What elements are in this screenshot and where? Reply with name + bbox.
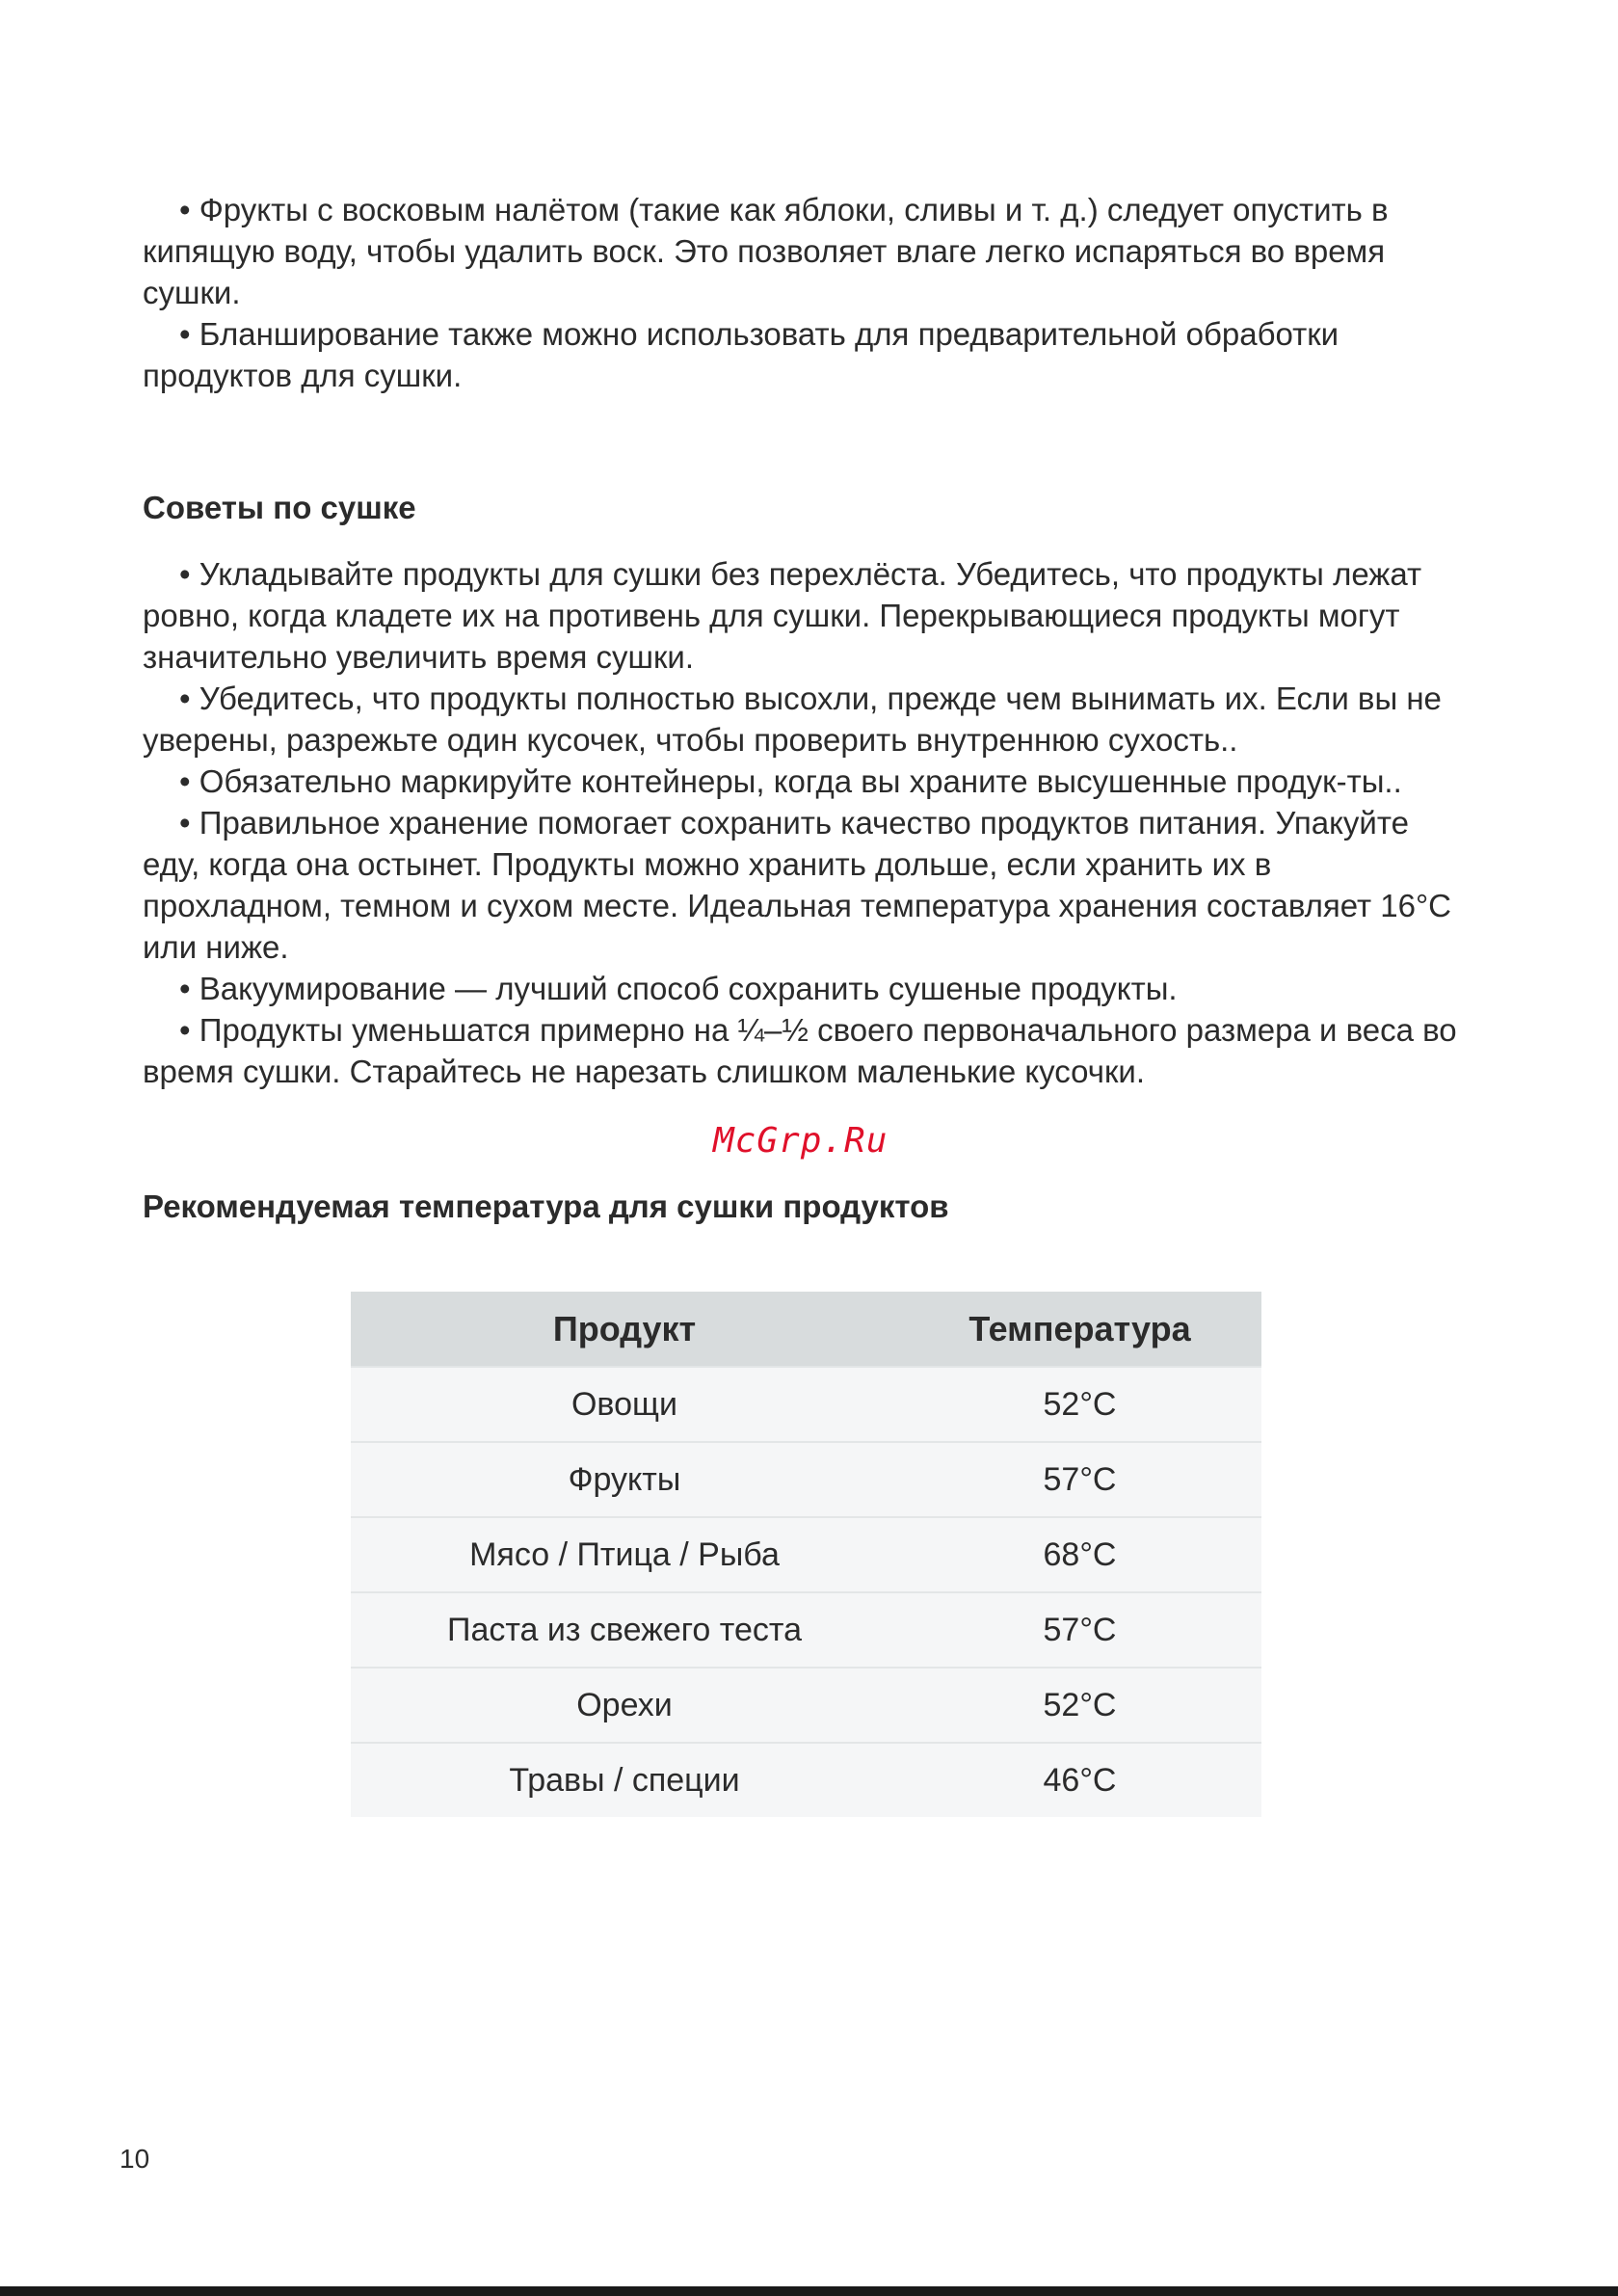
- cell-product: Орехи: [351, 1668, 898, 1743]
- table-row: [351, 1743, 1261, 1817]
- intro-paragraph: • Бланширование также можно использовать для предварительной обработки продуктов для сушки.: [143, 316, 1339, 393]
- tip-item: • Правильное хранение помогает сохранить качество продуктов питания. Упакуйте еду, когда она остынет. Продукты можно хранить дольше, если хранить их в прохладном, темном и сухом месте. Идеальная температура хранения составляет 16°С или ниже.: [143, 805, 1451, 965]
- table-row: [351, 1367, 1261, 1442]
- cell-temperature: 46°C: [898, 1743, 1261, 1817]
- cell-product: Фрукты: [351, 1442, 898, 1517]
- table-row: [351, 1592, 1261, 1668]
- tip-item: • Укладывайте продукты для сушки без перехлёста. Убедитесь, что продукты лежат ровно, когда кладете их на противень для сушки. Перекрывающиеся продукты могут значительно увеличить время сушки.: [143, 556, 1422, 675]
- intro-paragraph: • Фрукты с восковым налётом (такие как яблоки, сливы и т. д.) следует опустить в кипящую воду, чтобы удалить воск. Это позволяет влаге легко испаряться во время сушки.: [143, 192, 1389, 310]
- watermark: McGrp.Ru: [713, 1121, 889, 1161]
- table-header-row: [351, 1292, 1261, 1367]
- cell-temperature: 52°C: [898, 1668, 1261, 1743]
- cell-temperature: 57°C: [898, 1592, 1261, 1668]
- cell-product: Мясо / Птица / Рыба: [351, 1517, 898, 1592]
- tip-item: • Продукты уменьшатся примерно на ¼–½ своего первоначального размера и веса во время сушки. Старайтесь не нарезать слишком маленькие кусочки.: [143, 1012, 1457, 1089]
- cell-product: Травы / специи: [351, 1743, 898, 1817]
- drying-tips-heading: Советы по сушке: [143, 490, 416, 525]
- tip-item: • Обязательно маркируйте контейнеры, когда вы храните высушенные продук-ты..: [179, 763, 1402, 799]
- tip-item: • Убедитесь, что продукты полностью высохли, прежде чем вынимать их. Если вы не уверены, разрежьте один кусочек, чтобы проверить внутреннюю сухость..: [143, 681, 1442, 758]
- cell-temperature: 57°C: [898, 1442, 1261, 1517]
- tip-item: • Вакуумирование — лучший способ сохранить сушеные продукты.: [179, 971, 1178, 1006]
- table-row: [351, 1517, 1261, 1592]
- cell-temperature: 68°C: [898, 1517, 1261, 1592]
- intro-section: [143, 189, 1463, 396]
- temperature-table: [351, 1292, 1261, 1817]
- table-row: [351, 1442, 1261, 1517]
- drying-tips-list: [143, 553, 1463, 1092]
- header-product: Продукт: [351, 1292, 898, 1367]
- temperature-heading: Рекомендуемая температура для сушки продуктов: [143, 1188, 949, 1224]
- cell-product: Овощи: [351, 1367, 898, 1442]
- header-temperature: Температура: [898, 1292, 1261, 1367]
- cell-product: Паста из свежего теста: [351, 1592, 898, 1668]
- bottom-divider: [0, 2286, 1618, 2296]
- table-row: [351, 1668, 1261, 1743]
- cell-temperature: 52°C: [898, 1367, 1261, 1442]
- page-number: 10: [119, 2144, 150, 2174]
